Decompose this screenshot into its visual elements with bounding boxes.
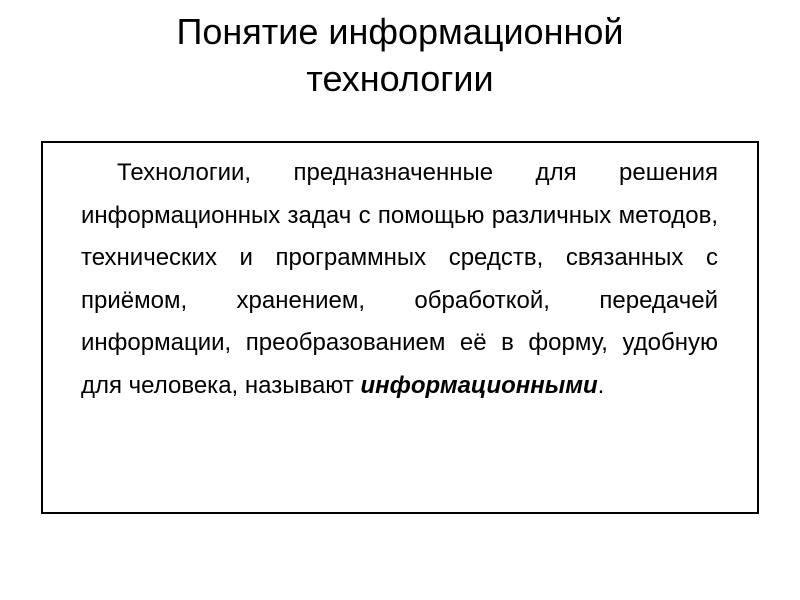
- slide-title-line-1: Понятие информационной: [176, 11, 624, 52]
- definition-box: [41, 141, 759, 514]
- definition-paragraph: [81, 152, 718, 407]
- definition-period: .: [597, 371, 605, 399]
- slide-title-line-2: технологии: [306, 58, 494, 99]
- definition-term: информационными: [360, 371, 598, 399]
- definition-body: Технологии, предназначенные для решения информационных задач с помощью различных методов, технических и программных средств, связанных с приёмом, хранением, обработкой, передачей информации, преобразованием её в форму, удобную для человека, называют: [81, 159, 718, 399]
- slide-title: [0, 8, 800, 102]
